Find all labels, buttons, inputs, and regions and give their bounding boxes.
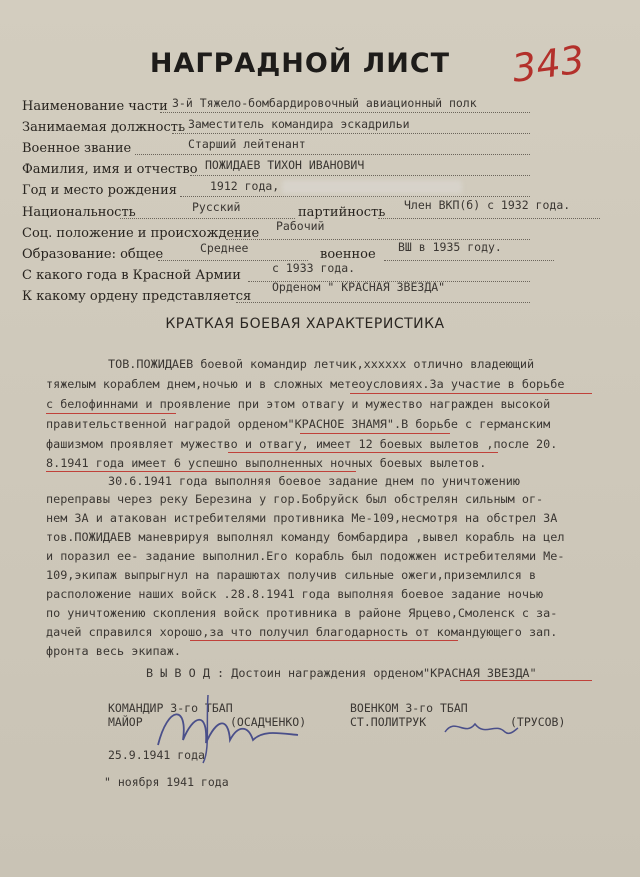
- field-label-party: партийность: [298, 205, 386, 220]
- field-value-rank: Старший лейтенант: [188, 137, 306, 151]
- body-line: правительственной наградой орденом"КРАСНОЕ ЗНАМЯ".В борьбе с германским: [46, 417, 551, 431]
- commissar-name: (ТРУСОВ): [510, 715, 566, 729]
- body-line: тяжелым кораблем днем,ночью и в сложных метеоусловиях.За участие в борьбе: [46, 377, 565, 391]
- field-label-social: Соц. положение и происхождение: [22, 226, 260, 241]
- commander-rank: МАЙОР: [108, 715, 143, 729]
- body-line: нем ЗА и атакован истребителями противника Ме-109,несмотря на обстрел ЗА: [46, 511, 558, 525]
- body-line: дачей справился хорошо,за что получил благодарность от командующего зап.: [46, 625, 558, 639]
- field-value-army-since: с 1933 года.: [272, 261, 356, 275]
- commander-title: КОМАНДИР 3-го ТБАП: [108, 701, 233, 715]
- commissar-rank: СТ.ПОЛИТРУК: [350, 715, 427, 729]
- body-line: тов.ПОЖИДАЕВ маневрируя выполнял команду бомбардира ,вывел корабль на цел: [46, 530, 565, 544]
- section-heading: КРАТКАЯ БОЕВАЯ ХАРАКТЕРИСТИКА: [165, 316, 445, 332]
- field-label-army-since: С какого года в Красной Армии: [22, 268, 241, 283]
- field-value-education: Среднее: [200, 241, 249, 255]
- field-value-order: Орденом " КРАСНАЯ ЗВЕЗДА": [272, 280, 446, 294]
- redaction-blur: [282, 180, 462, 194]
- field-label-rank: Военное звание: [22, 141, 132, 156]
- field-value-social: Рабочий: [276, 219, 325, 233]
- body-line: расположение наших войск .28.8.1941 года выполняя боевое задание ночью: [46, 587, 544, 601]
- field-label-nationality: Национальность: [22, 205, 136, 220]
- field-value-position: Заместитель командира эскадрильи: [188, 117, 410, 131]
- field-value-military-edu: ВШ в 1935 году.: [398, 240, 502, 254]
- conclusion: В Ы В О Д : Достоин награждения орденом"КРАСНАЯ ЗВЕЗДА": [146, 666, 537, 680]
- field-label-order: К какому ордену представляется: [22, 289, 252, 304]
- body-line: фронта весь экипаж.: [46, 644, 181, 658]
- body-line: 109,экипаж выпрыгнул на парашютах получив сильные ожеги,приземлился в: [46, 568, 537, 582]
- commander-name: (ОСАДЧЕНКО): [230, 715, 307, 729]
- body-line: и поразил ее- задание выполнил.Его корабль был подожжен истребителями Ме-: [46, 549, 565, 563]
- field-value-unit: 3-й Тяжело-бомбардировочный авиационный полк: [172, 96, 477, 110]
- handwritten-number: 343: [509, 37, 588, 91]
- field-value-nationality: Русский: [192, 200, 241, 214]
- field-label-fullname: Фамилия, имя и отчество: [22, 162, 198, 177]
- field-label-military-edu: военное: [320, 247, 376, 262]
- document-title: НАГРАДНОЙ ЛИСТ: [149, 48, 451, 79]
- field-label-birth: Год и место рождения: [22, 183, 177, 198]
- body-line: фашизмом проявляет мужество и отвагу, имеет 12 боевых вылетов ,после 20.: [46, 437, 558, 451]
- field-value-birth: 1912 года,: [210, 179, 280, 193]
- field-label-education: Образование: общее: [22, 247, 164, 262]
- commissar-title: ВОЕНКОМ 3-го ТБАП: [350, 701, 468, 715]
- commissar-signature: [440, 712, 520, 748]
- field-label-unit: Наименование части: [22, 99, 168, 114]
- signature-date: 25.9.1941 года: [108, 748, 205, 762]
- commander-signature: [148, 685, 318, 765]
- signature-date-2: " ноября 1941 года: [104, 775, 229, 789]
- body-line: ТОВ.ПОЖИДАЕВ боевой командир летчик,хххххх отлично владеющий: [108, 357, 535, 371]
- body-line: 30.6.1941 года выполняя боевое задание днем по уничтожению: [108, 474, 520, 488]
- field-label-position: Занимаемая должность: [22, 120, 186, 135]
- field-value-fullname: ПОЖИДАЕВ ТИХОН ИВАНОВИЧ: [205, 158, 365, 172]
- body-line: по уничтожению скопления войск противника в районе Ярцево,Смоленск с за-: [46, 606, 558, 620]
- body-line: с белофиннами и проявление при этом отвагу и мужество награжден высокой: [46, 397, 551, 411]
- body-line: 8.1941 года имеет 6 успешно выполненных ночных боевых вылетов.: [46, 456, 487, 470]
- body-line: переправы через реку Березина у гор.Бобруйск был обстрелян сильным ог-: [46, 492, 544, 506]
- field-value-party: Член ВКП(б) с 1932 года.: [404, 198, 571, 212]
